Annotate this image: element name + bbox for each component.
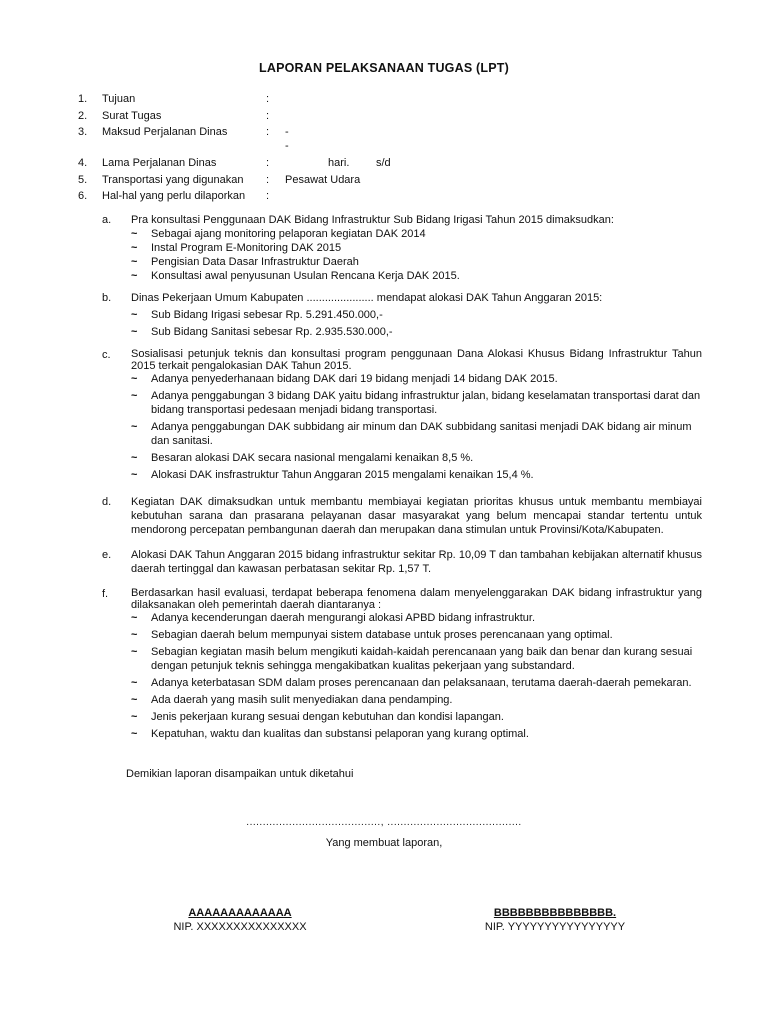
signature-block-left (140, 906, 340, 934)
report-sections (0, 213, 768, 749)
list-item (131, 420, 702, 448)
section-a (0, 213, 768, 283)
list-item-text: Alokasi DAK insfrastruktur Tahun Anggaran 2015 mengalami kenaikan 15,4 %. (151, 469, 534, 481)
document-title: LAPORAN PELAKSANAAN TUGAS (LPT) (259, 61, 509, 75)
list-item (131, 325, 702, 339)
list-item (131, 727, 702, 741)
section-intro: Alokasi DAK Tahun Anggaran 2015 bidang infrastruktur sekitar Rp. 10,09 T dan tambahan kebijakan alternatif khusus daerah tertinggal dan kawasan perbatasan sekitar Rp. 1,57 T. (131, 549, 702, 575)
list-item (131, 389, 702, 417)
list-item-text: Adanya penyederhanaan bidang DAK dari 19 bidang menjadi 14 bidang DAK 2015. (151, 373, 558, 385)
section-d (0, 495, 768, 537)
section-f (0, 587, 768, 741)
header-label: Maksud Perjalanan Dinas (102, 126, 228, 138)
closing-statement: Demikian laporan disampaikan untuk diketahui (126, 768, 354, 780)
bullet-tilde-icon: ~ (131, 309, 138, 321)
bullet-tilde-icon: ~ (131, 373, 138, 385)
header-num: 4. (78, 157, 88, 169)
header-colon: : (266, 126, 270, 138)
list-item (131, 628, 702, 642)
list-item-text: Jenis pekerjaan kurang sesuai dengan kebutuhan dan kondisi lapangan. (151, 711, 504, 723)
header-row-transportasi (0, 173, 768, 190)
section-intro: Berdasarkan hasil evaluasi, terdapat beberapa fenomena dalam menyelenggarakan DAK bidang infrastruktur yang dilaksanakan oleh pemerintah daerah diantaranya : (131, 587, 702, 611)
bullet-tilde-icon: ~ (131, 242, 138, 254)
list-item (131, 227, 702, 241)
list-item (131, 693, 702, 707)
header-value: Pesawat Udara (285, 173, 361, 186)
section-letter: c. (102, 349, 111, 361)
list-item (131, 372, 702, 386)
header-row-lama (0, 156, 768, 173)
bullet-tilde-icon: ~ (131, 421, 138, 433)
list-item (131, 308, 702, 322)
list-item-text: Sub Bidang Irigasi sebesar Rp. 5.291.450.000,- (151, 309, 383, 321)
signature-block-right (455, 906, 655, 934)
header-label: Transportasi yang digunakan (102, 173, 244, 186)
header-value: - (285, 126, 289, 138)
section-e (0, 548, 768, 576)
header-value-second: - (285, 140, 289, 152)
bullet-tilde-icon: ~ (131, 677, 138, 689)
header-row-maksud (0, 125, 768, 156)
list-item-text: Sebagai ajang monitoring pelaporan kegiatan DAK 2014 (151, 228, 426, 240)
section-letter: f. (102, 588, 109, 600)
list-item-text: Instal Program E-Monitoring DAK 2015 (151, 242, 342, 254)
header-label: Lama Perjalanan Dinas (102, 157, 217, 169)
section-letter: d. (102, 496, 112, 508)
list-item-text: Sebagian daerah belum mempunyai sistem database untuk proses perencanaan yang optimal. (151, 629, 613, 641)
list-item-text: Kepatuhan, waktu dan kualitas dan substansi pelaporan yang kurang optimal. (151, 728, 529, 740)
list-item-text: Adanya penggabungan 3 bidang DAK yaitu bidang infrastruktur jalan, bidang keselamatan transportasi darat dan bidang transportasi pedesaan menjadi bidang transportasi. (151, 390, 701, 416)
list-item (131, 611, 702, 625)
bullet-tilde-icon: ~ (131, 694, 138, 706)
header-colon: : (266, 109, 270, 122)
list-item (131, 451, 702, 465)
list-item-text: Sub Bidang Sanitasi sebesar Rp. 2.935.530.000,- (151, 326, 393, 338)
header-num: 3. (78, 126, 88, 138)
signatory-nip: NIP. YYYYYYYYYYYYYYYY (484, 921, 626, 933)
list-item-text: Pengisian Data Dasar Infrastruktur Daerah (151, 256, 359, 268)
list-item-text: Adanya keterbatasan SDM dalam proses perencanaan dan pelaksanaan, terutama daerah-daerah pemekaran. (151, 677, 692, 689)
header-label: Surat Tugas (102, 109, 162, 122)
bullet-tilde-icon: ~ (131, 452, 138, 464)
header-label: Hal-hal yang perlu dilaporkan (102, 190, 246, 202)
bullet-tilde-icon: ~ (131, 728, 138, 740)
header-num: 2. (78, 109, 88, 122)
bullet-tilde-icon: ~ (131, 228, 138, 240)
header-label: Tujuan (102, 93, 136, 105)
header-list (0, 92, 768, 206)
list-item-text: Adanya kecenderungan daerah mengurangi alokasi APBD bidang infrastruktur. (151, 612, 536, 624)
report-maker-label: Yang membuat laporan, (325, 837, 443, 849)
list-item (131, 468, 702, 482)
header-sd: s/d (376, 157, 391, 169)
signatory-name: BBBBBBBBBBBBBBB. (493, 907, 617, 919)
list-item-text: Sebagian kegiatan masih belum mengikuti kaidah-kaidah perencanaan yang baik dan benar dan kurang sesuai dengan petunjuk teknis sehingga mengakibatkan kualitas pekerjaan yang substandard. (151, 646, 693, 672)
header-colon: : (266, 190, 270, 202)
list-item-text: Adanya penggabungan DAK subbidang air minum dan DAK subbidang sanitasi menjadi DAK bidang air minum dan sanitasi. (151, 421, 692, 447)
section-letter: a. (102, 214, 112, 226)
list-item (131, 676, 702, 690)
section-letter: e. (102, 549, 112, 561)
bullet-tilde-icon: ~ (131, 256, 138, 268)
header-num: 5. (78, 173, 88, 186)
bullet-tilde-icon: ~ (131, 326, 138, 338)
header-row-tujuan (0, 92, 768, 109)
section-intro: Pra konsultasi Penggunaan DAK Bidang Infrastruktur Sub Bidang Irigasi Tahun 2015 dimaksudkan: (131, 214, 614, 226)
section-c (0, 348, 768, 482)
section-letter: b. (102, 292, 112, 304)
list-item (131, 710, 702, 724)
bullet-tilde-icon: ~ (131, 629, 138, 641)
signatory-nip: NIP. XXXXXXXXXXXXXXX (173, 921, 307, 933)
header-hari: hari. (328, 157, 350, 169)
bullet-tilde-icon: ~ (131, 646, 138, 658)
section-intro: Sosialisasi petunjuk teknis dan konsultasi program penggunaan Dana Alokasi Khusus Bidang Infrastruktur Tahun 2015 terkait pengalokasian DAK Tahun 2015. (131, 348, 702, 372)
header-colon: : (266, 173, 270, 186)
bullet-tilde-icon: ~ (131, 469, 138, 481)
list-item (131, 255, 702, 269)
list-item-text: Konsultasi awal penyusunan Usulan Rencana Kerja DAK 2015. (151, 270, 460, 282)
bullet-tilde-icon: ~ (131, 390, 138, 402)
list-item (131, 241, 702, 255)
header-row-hal-hal (0, 189, 768, 206)
header-num: 6. (78, 190, 88, 202)
section-b (0, 291, 768, 339)
header-colon: : (266, 93, 270, 105)
list-item-text: Besaran alokasi DAK secara nasional mengalami kenaikan 8,5 %. (151, 452, 474, 464)
header-row-surat-tugas (0, 109, 768, 126)
section-intro: Dinas Pekerjaan Umum Kabupaten ...................... mendapat alokasi DAK Tahun Anggaran 2015: (131, 292, 603, 304)
header-colon: : (266, 157, 270, 169)
list-item (131, 269, 702, 283)
section-intro: Kegiatan DAK dimaksudkan untuk membantu membiayai kegiatan prioritas khusus untuk membantu membiayai kebutuhan sarana dan prasarana pelayanan dasar masyarakat yang belum mencapai standar tertentu untuk mendorong percepatan pembangunan daerah dan merupakan dana stimulan untuk Provinsi/Kota/Kabupaten. (131, 496, 702, 536)
list-item-text: Ada daerah yang masih sulit menyediakan dana pendamping. (151, 694, 453, 706)
bullet-tilde-icon: ~ (131, 270, 138, 282)
bullet-tilde-icon: ~ (131, 612, 138, 624)
place-date-line: ........................................., ......................................... (246, 817, 522, 828)
bullet-tilde-icon: ~ (131, 711, 138, 723)
header-num: 1. (78, 93, 88, 105)
signatory-name: AAAAAAAAAAAAA (188, 907, 292, 919)
list-item (131, 645, 702, 673)
